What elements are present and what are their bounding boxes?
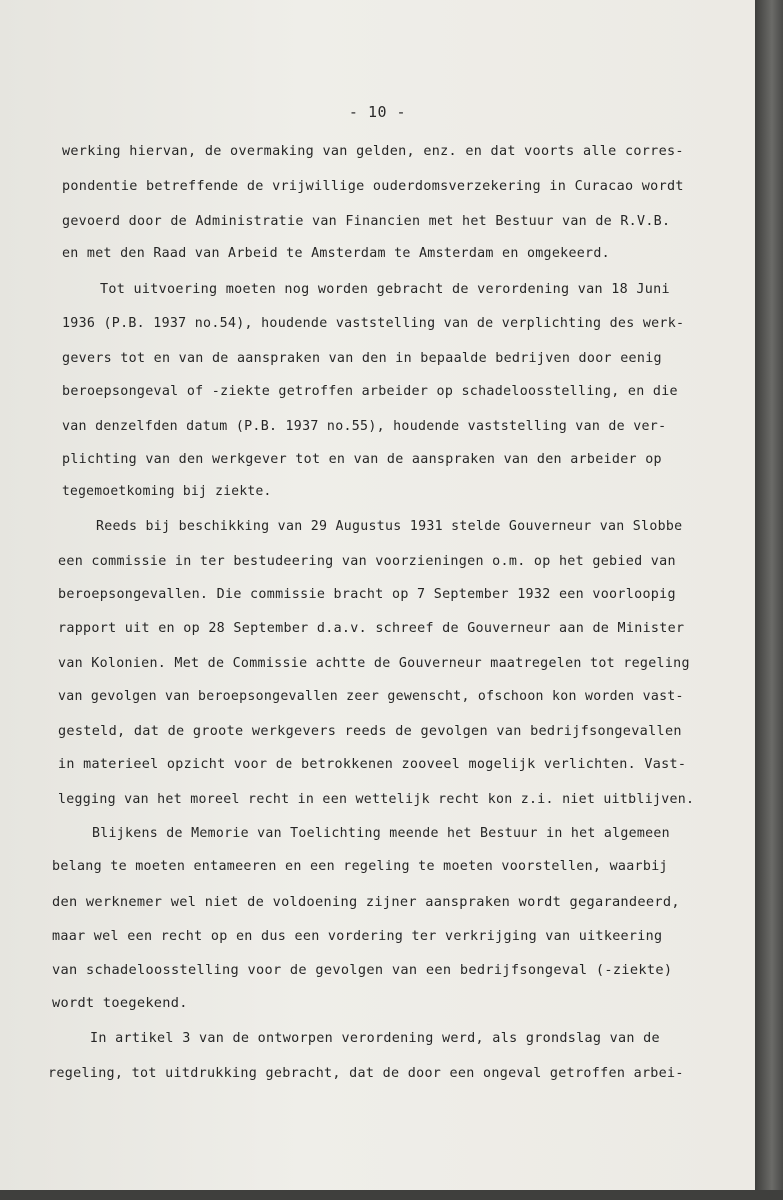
text-line: Reeds bij beschikking van 29 Augustus 1931 stelde Gouverneur van Slobbe <box>96 518 683 534</box>
text-line: beroepsongeval of -ziekte getroffen arbeider op schadeloosstelling, en die <box>62 383 678 399</box>
text-line: een commissie in ter bestudeering van voorzieningen o.m. op het gebied van <box>58 553 676 569</box>
text-line: van Kolonien. Met de Commissie achtte de Gouverneur maatregelen tot regeling <box>58 655 690 671</box>
text-line: van denzelfden datum (P.B. 1937 no.55), houdende vaststelling van de ver- <box>62 418 667 434</box>
text-line: beroepsongevallen. Die commissie bracht op 7 September 1932 een voorloopig <box>58 586 676 602</box>
text-line: wordt toegekend. <box>52 995 188 1011</box>
text-line: in materieel opzicht voor de betrokkenen zooveel mogelijk verlichten. Vast- <box>58 756 687 772</box>
text-line: rapport uit en op 28 September d.a.v. schreef de Gouverneur aan de Minister <box>58 620 685 636</box>
text-line: werking hiervan, de overmaking van gelden, enz. en dat voorts alle corres- <box>62 143 684 159</box>
text-line: gevers tot en van de aanspraken van den in bepaalde bedrijven door eenig <box>62 350 662 366</box>
text-line: 1936 (P.B. 1937 no.54), houdende vaststelling van de verplichting des werk- <box>62 315 685 331</box>
text-line: Blijkens de Memorie van Toelichting meende het Bestuur in het algemeen <box>92 825 670 841</box>
text-line: regeling, tot uitdrukking gebracht, dat de door een ongeval getroffen arbei- <box>48 1065 684 1081</box>
text-line: en met den Raad van Arbeid te Amsterdam te Amsterdam en omgekeerd. <box>62 245 610 261</box>
text-line: belang te moeten entameeren en een regeling te moeten voorstellen, waarbij <box>52 858 668 874</box>
text-line: maar wel een recht op en dus een vordering ter verkrijging van uitkeering <box>52 928 663 944</box>
text-line: legging van het moreel recht in een wettelijk recht kon z.i. niet uitblijven. <box>58 791 695 807</box>
text-line: Tot uitvoering moeten nog worden gebracht de verordening van 18 Juni <box>100 281 670 297</box>
scan-background <box>0 1190 783 1200</box>
text-line: In artikel 3 van de ontworpen verordening werd, als grondslag van de <box>90 1030 660 1046</box>
book-edge <box>755 0 783 1200</box>
text-line: gevoerd door de Administratie van Financien met het Bestuur van de R.V.B. <box>62 213 671 229</box>
text-line: van gevolgen van beroepsongevallen zeer gewenscht, ofschoon kon worden vast- <box>58 688 684 704</box>
page-number: - 10 - <box>348 103 407 121</box>
text-line: pondentie betreffende de vrijwillige ouderdomsverzekering in Curacao wordt <box>62 178 684 194</box>
text-line: plichting van den werkgever tot en van de aanspraken van den arbeider op <box>62 451 662 467</box>
text-line: tegemoetkoming bij ziekte. <box>62 483 272 499</box>
text-line: van schadeloosstelling voor de gevolgen van een bedrijfsongeval (-ziekte) <box>52 962 673 978</box>
text-line: den werknemer wel niet de voldoening zijner aanspraken wordt gegarandeerd, <box>52 894 680 910</box>
text-line: gesteld, dat de groote werkgevers reeds de gevolgen van bedrijfsongevallen <box>58 723 682 739</box>
